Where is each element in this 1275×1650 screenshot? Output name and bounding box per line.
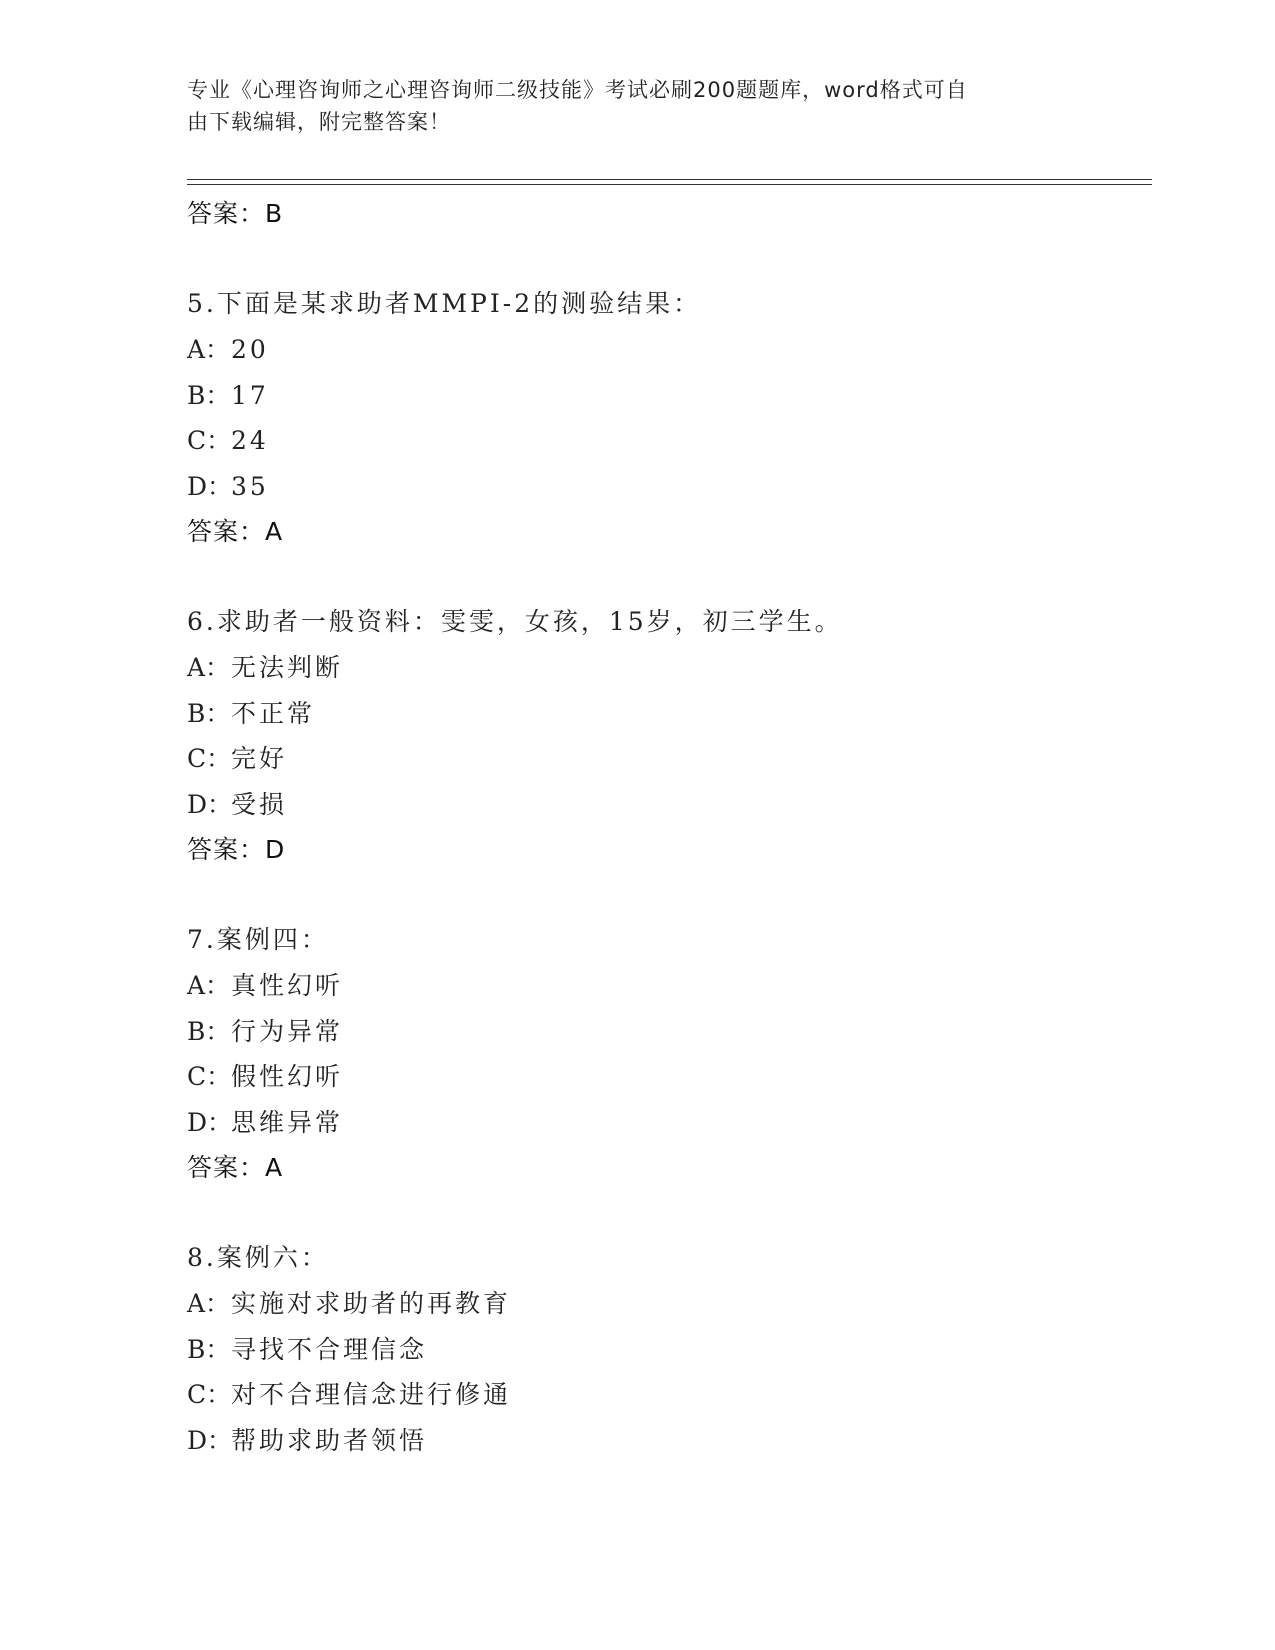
answer-line: 答案：A [187,517,284,546]
option-key: C： [187,744,232,773]
option-value: 20 [231,335,269,364]
option-a [187,327,1152,373]
option-key: D： [187,471,233,501]
option-value: 24 [231,426,269,455]
option-key: B： [187,698,231,728]
question-text: 8.案例六： [187,1243,329,1272]
question-item [187,917,1152,1191]
option-value: 思维异常 [231,1107,344,1137]
option-value: 对不合理信念进行修通 [231,1380,512,1409]
option-key: A： [187,971,231,1000]
option-value: 无法判断 [231,653,344,682]
option-b [187,1009,1152,1055]
option-key: B： [187,1334,231,1364]
question-item [187,599,1152,873]
option-c [187,418,1152,464]
question-text: 6.求助者一般资料：雯雯，女孩，15岁，初三学生。 [187,607,843,636]
question-list [187,191,1152,1463]
option-a [187,1281,1152,1327]
option-c [187,1372,1152,1418]
option-key: C： [187,1380,232,1409]
option-key: C： [187,1062,232,1091]
answer-line: 答案：B [187,199,284,228]
option-value: 不正常 [231,698,316,728]
option-d [187,464,1152,510]
header-line-1: 专业《心理咨询师之心理咨询师二级技能》考试必刷200题题库，word格式可自 [187,78,968,102]
question-text: 5.下面是某求助者MMPI-2的测验结果： [187,289,702,318]
option-value: 真性幻听 [231,971,344,1000]
option-d [187,1100,1152,1146]
option-key: A： [187,1289,231,1318]
option-key: D： [187,789,233,819]
option-value: 帮助求助者领悟 [231,1425,428,1455]
option-key: D： [187,1107,233,1137]
option-d [187,782,1152,828]
option-key: C： [187,426,232,455]
option-b [187,373,1152,419]
option-key: A： [187,653,231,682]
question-item [187,1235,1152,1463]
question-item [187,281,1152,555]
answer-line: 答案：D [187,835,286,864]
option-c [187,1054,1152,1100]
option-a [187,963,1152,1009]
document-header [187,74,1067,138]
option-value: 假性幻听 [231,1062,344,1091]
question-text: 7.案例四： [187,925,329,954]
option-value: 完好 [231,744,288,773]
option-value: 17 [231,380,269,410]
header-divider [187,179,1152,185]
header-line-2: 由下载编辑，附完整答案！ [187,110,451,134]
option-value: 实施对求助者的再教育 [231,1289,512,1318]
option-key: B： [187,1016,231,1046]
option-value: 行为异常 [231,1016,344,1046]
answer-line: 答案：A [187,1153,284,1182]
option-value: 35 [231,471,269,501]
option-b [187,1327,1152,1373]
option-value: 寻找不合理信念 [231,1334,428,1364]
option-b [187,691,1152,737]
option-key: A： [187,335,231,364]
option-key: D： [187,1425,233,1455]
option-d [187,1418,1152,1464]
option-value: 受损 [231,789,288,819]
option-c [187,736,1152,782]
option-key: B： [187,380,231,410]
option-a [187,645,1152,691]
